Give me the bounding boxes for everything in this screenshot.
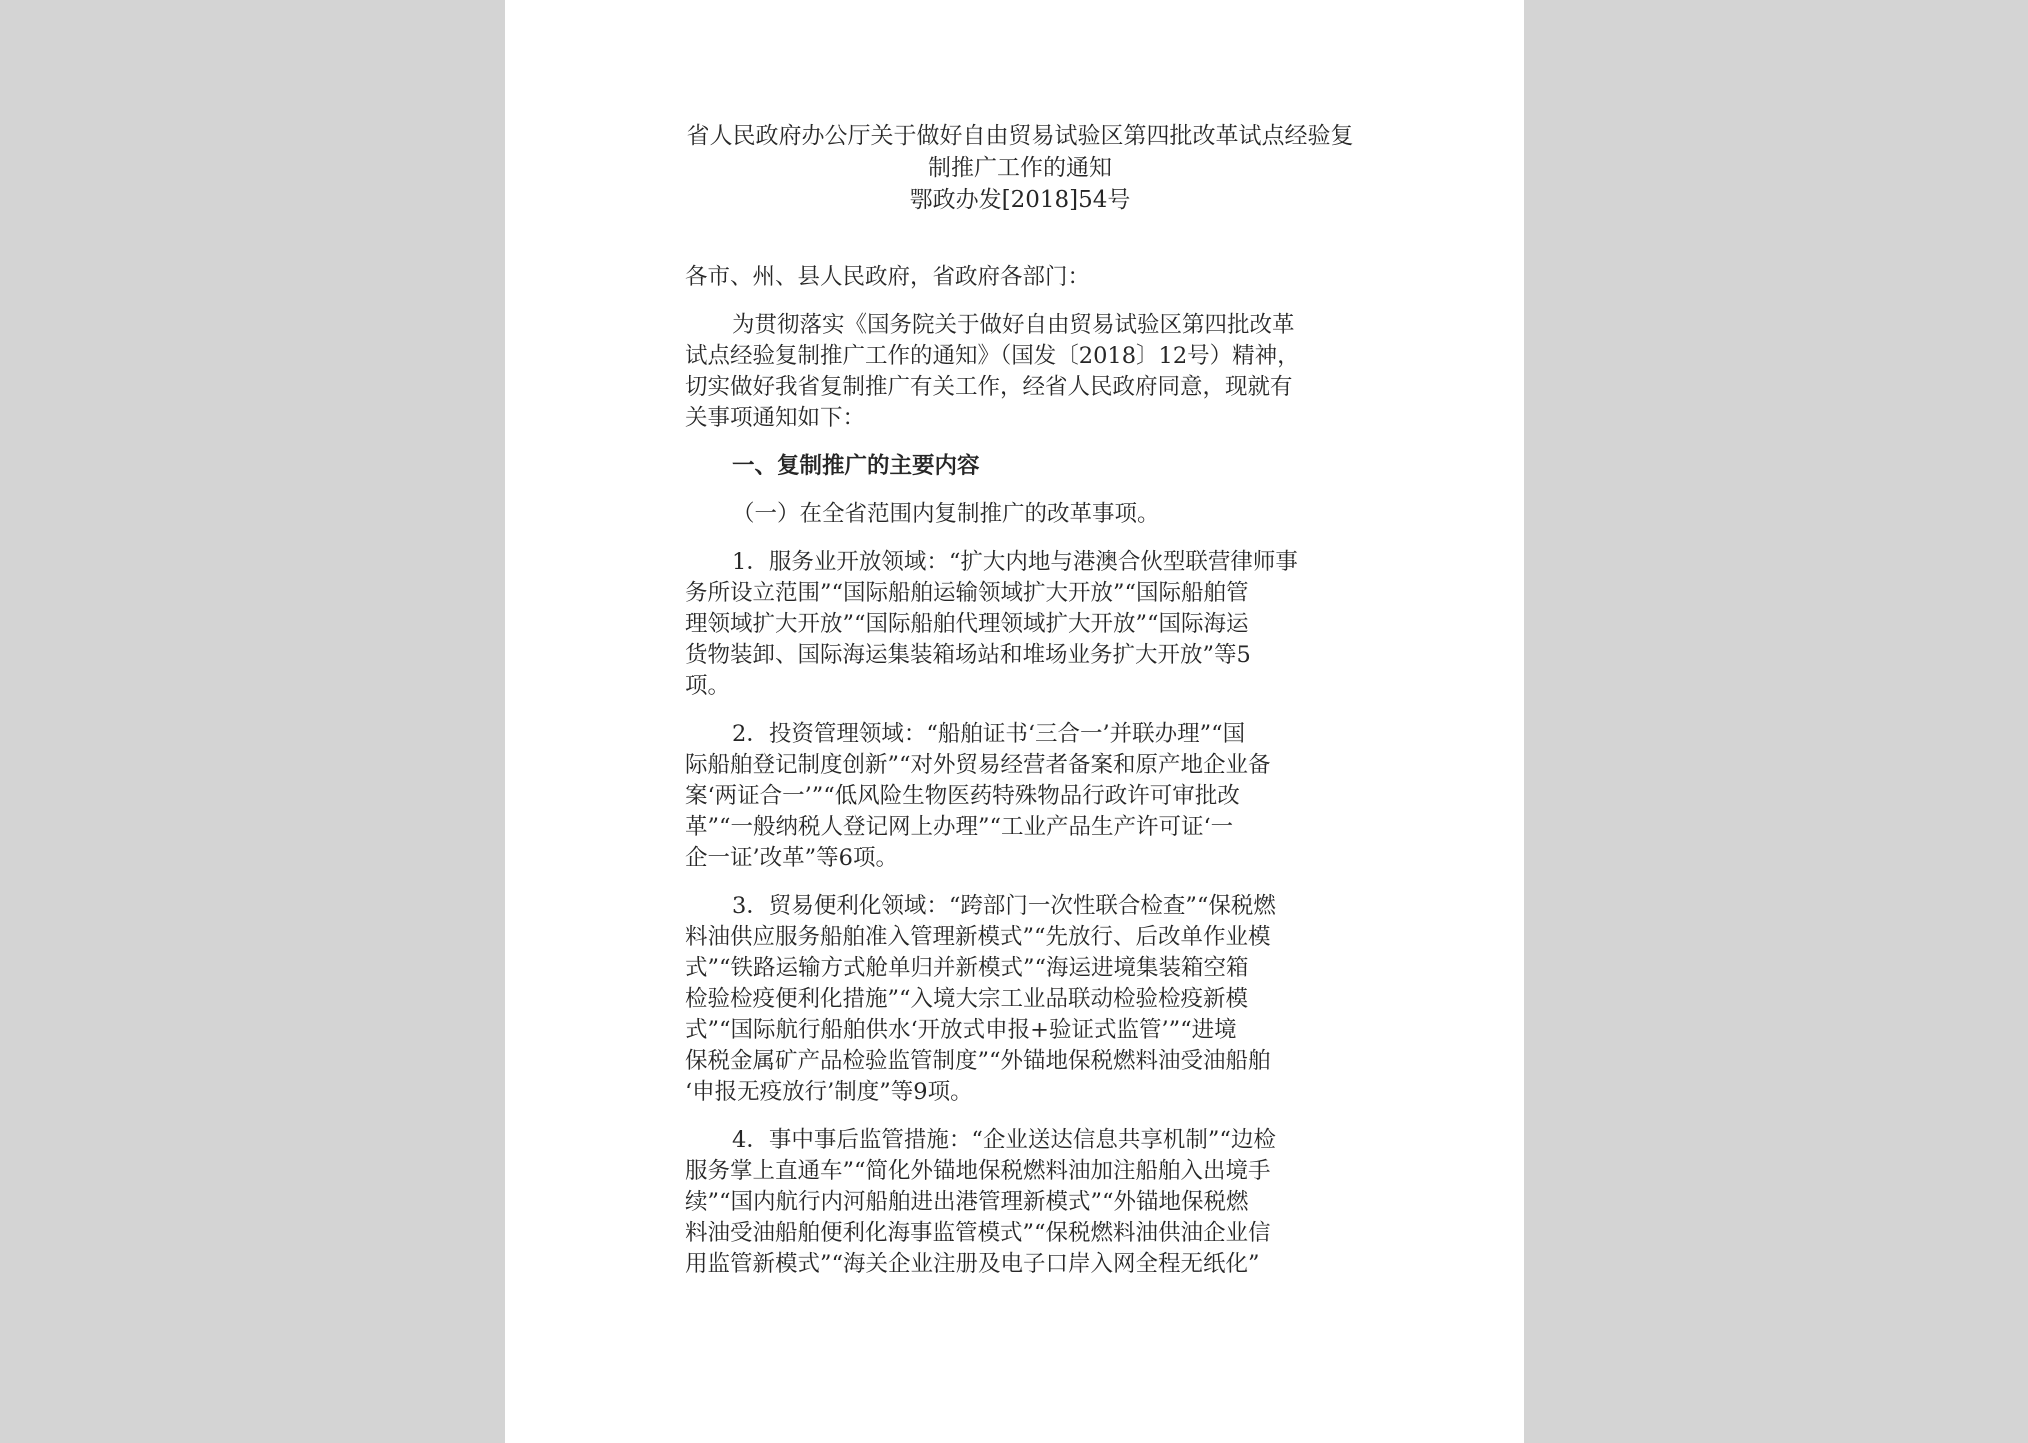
paragraph-line: 货物装卸、国际海运集装箱场站和堆场业务扩大开放”等5	[685, 642, 1251, 668]
paragraph-line: 案‘两证合一’”“低风险生物医药特殊物品行政许可审批改	[685, 783, 1240, 809]
paragraph-line: 服务掌上直通车”“简化外锚地保税燃料油加注船舶入出境手	[685, 1158, 1271, 1184]
paragraph-line: 项。	[685, 673, 731, 699]
salutation: 各市、州、县人民政府，省政府各部门：	[685, 264, 1091, 290]
document-title	[660, 120, 1380, 216]
paragraph-line: 企一证’改革”等6项。	[685, 845, 898, 871]
list-item	[685, 1125, 1355, 1280]
paragraph-line: （一）在全省范围内复制推广的改革事项。	[732, 501, 1160, 527]
paragraph-line: 式”“国际航行船舶供水‘开放式申报+验证式监管’”“进境	[685, 1017, 1237, 1043]
paragraph-line: 式”“铁路运输方式舱单归并新模式”“海运进境集装箱空箱	[685, 955, 1249, 981]
paragraph-line: 料油受油船舶便利化海事监管模式”“保税燃料油供油企业信	[685, 1220, 1271, 1246]
paragraph-line: 理领域扩大开放”“国际船舶代理领域扩大开放”“国际海运	[685, 611, 1249, 637]
paragraph-line: 用监管新模式”“海关企业注册及电子口岸入网全程无纸化”	[685, 1251, 1260, 1277]
list-item	[685, 547, 1355, 702]
paragraph-line: 保税金属矿产品检验监管制度”“外锚地保税燃料油受油船舶	[685, 1048, 1271, 1074]
title-line: 省人民政府办公厅关于做好自由贸易试验区第四批改革试点经验复	[686, 123, 1354, 149]
section-heading: 一、复制推广的主要内容	[732, 453, 980, 479]
paragraph-line: 料油供应服务船舶准入管理新模式”“先放行、后改单作业模	[685, 924, 1271, 950]
paragraph-line: 际船舶登记制度创新”“对外贸易经营者备案和原产地企业备	[685, 752, 1271, 778]
paragraph-line: 2．投资管理领域：“船舶证书‘三合一’并联办理”“国	[732, 721, 1246, 747]
document-page	[505, 0, 1524, 1443]
paragraph-line: 1．服务业开放领域：“扩大内地与港澳合伙型联营律师事	[732, 549, 1298, 575]
paragraph-line: 检验检疫便利化措施”“入境大宗工业品联动检验检疫新模	[685, 986, 1249, 1012]
paragraph-line: 为贯彻落实《国务院关于做好自由贸易试验区第四批改革	[732, 312, 1295, 338]
paragraph-line: 革”“一般纳税人登记网上办理”“工业产品生产许可证‘一	[685, 814, 1234, 840]
intro-paragraph	[685, 310, 1355, 434]
list-item	[685, 719, 1355, 874]
paragraph-line: ‘申报无疫放行’制度”等9项。	[685, 1079, 973, 1105]
paragraph-line: 3．贸易便利化领域：“跨部门一次性联合检查”“保税燃	[732, 893, 1276, 919]
paragraph-line: 4．事中事后监管措施：“企业送达信息共享机制”“边检	[732, 1127, 1276, 1153]
title-line: 制推广工作的通知	[928, 155, 1112, 181]
paragraph-line: 务所设立范围”“国际船舶运输领域扩大开放”“国际船舶管	[685, 580, 1249, 606]
paragraph-line: 关事项通知如下：	[685, 405, 866, 431]
document-body	[685, 262, 1355, 1297]
paragraph-line: 续”“国内航行内河船舶进出港管理新模式”“外锚地保税燃	[685, 1189, 1249, 1215]
subsection-heading	[685, 499, 1355, 530]
paragraph-line: 试点经验复制推广工作的通知》（国发〔2018〕12号）精神，	[685, 343, 1300, 369]
paragraph-line: 切实做好我省复制推广有关工作，经省人民政府同意，现就有	[685, 374, 1293, 400]
document-number: 鄂政办发[2018]54号	[909, 187, 1131, 213]
list-item	[685, 891, 1355, 1108]
